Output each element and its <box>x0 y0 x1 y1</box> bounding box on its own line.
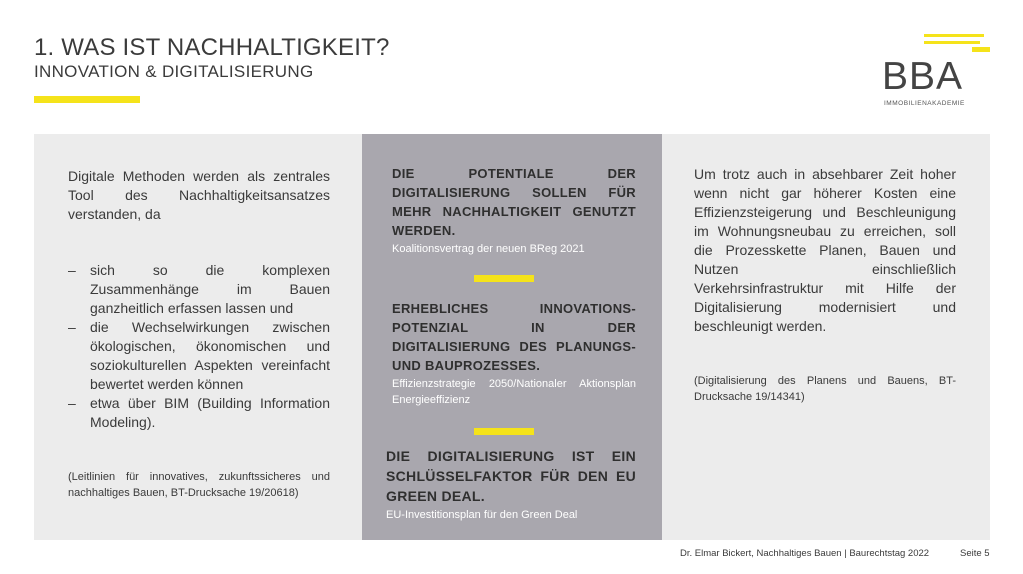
page-number: Seite 5 <box>960 548 990 559</box>
bullet-text: die Wechselwirkungen zwischen ökologischen, ökonomischen und soziokulturellen Aspekten vereinfacht bewertet werden können <box>90 319 330 392</box>
logo-tagline: IMMOBILIENAKADEMIE <box>884 100 965 107</box>
quote-citation: EU-Investitionsplan für den Green Deal <box>386 509 578 521</box>
list-item <box>68 318 330 394</box>
bullet-dash: – <box>68 395 76 411</box>
left-panel <box>34 134 362 540</box>
bullet-dash: – <box>68 262 76 278</box>
left-source-citation: (Leitlinien für innovatives, zukunftssicheres und nachhaltiges Bauen, BT-Drucksache 19/20618) <box>68 471 330 499</box>
right-panel <box>662 134 990 540</box>
left-bullet-list <box>68 261 330 432</box>
logo-stripe <box>924 34 984 37</box>
divider-bar <box>474 428 534 435</box>
list-item <box>68 261 330 318</box>
quote-headline: DIE POTENTIALE DER DIGITALISIERUNG SOLLEN FÜR MEHR NACHHALTIGKEIT GENUTZT WERDEN. <box>392 166 636 238</box>
quote-block <box>392 299 636 408</box>
quote-headline: ERHEBLICHES INNOVATIONS-POTENZIAL IN DER DIGITALISIERUNG DES PLANUNGS- UND BAUPROZESSES. <box>392 301 636 373</box>
bullet-dash: – <box>68 319 76 335</box>
bullet-text: etwa über BIM (Building Information Modeling). <box>90 395 330 430</box>
quote-block <box>386 446 636 523</box>
divider-bar <box>474 275 534 282</box>
quote-citation: Effizienzstrategie 2050/Nationaler Aktionsplan Energieeffizienz <box>392 378 636 406</box>
list-item <box>68 394 330 432</box>
quote-block <box>392 164 636 257</box>
title-accent-bar <box>34 96 140 103</box>
left-intro-text: Digitale Methoden werden als zentrales Tool des Nachhaltigkeitsansatzes verstanden, da <box>68 168 330 222</box>
bba-logo <box>880 30 992 110</box>
quote-headline: DIE DIGITALISIERUNG IST EIN SCHLÜSSELFAKTOR FÜR DEN EU GREEN DEAL. <box>386 448 636 504</box>
bullet-text: sich so die komplexen Zusammenhänge im Bauen ganzheitlich erfassen lassen und <box>90 262 330 316</box>
logo-stripe <box>972 47 990 52</box>
footer-credit: Dr. Elmar Bickert, Nachhaltiges Bauen | Baurechtstag 2022 <box>680 548 930 559</box>
quote-citation: Koalitionsvertrag der neuen BReg 2021 <box>392 243 585 255</box>
logo-stripe <box>924 41 980 44</box>
middle-panel <box>362 134 662 540</box>
slide-subtitle: INNOVATION & DIGITALISIERUNG <box>34 62 314 81</box>
slide-title: 1. WAS IST NACHHALTIGKEIT? <box>34 34 390 61</box>
right-body-text: Um trotz auch in absehbarer Zeit hoher wenn nicht gar höherer Kosten eine Effizienzsteigerung und Beschleunigung im Wohnungsneubau zu erreichen, soll die Prozesskette Planen, Bauen und Nutzen einschließlich Verkehrsinfrastruktur mit Hilfe der Digitalisierung modernisiert und beschleunigt werden. <box>694 166 956 334</box>
right-source-citation: (Digitalisierung des Planens und Bauens, BT-Drucksache 19/14341) <box>694 375 956 403</box>
logo-brand: BBA <box>882 55 964 98</box>
